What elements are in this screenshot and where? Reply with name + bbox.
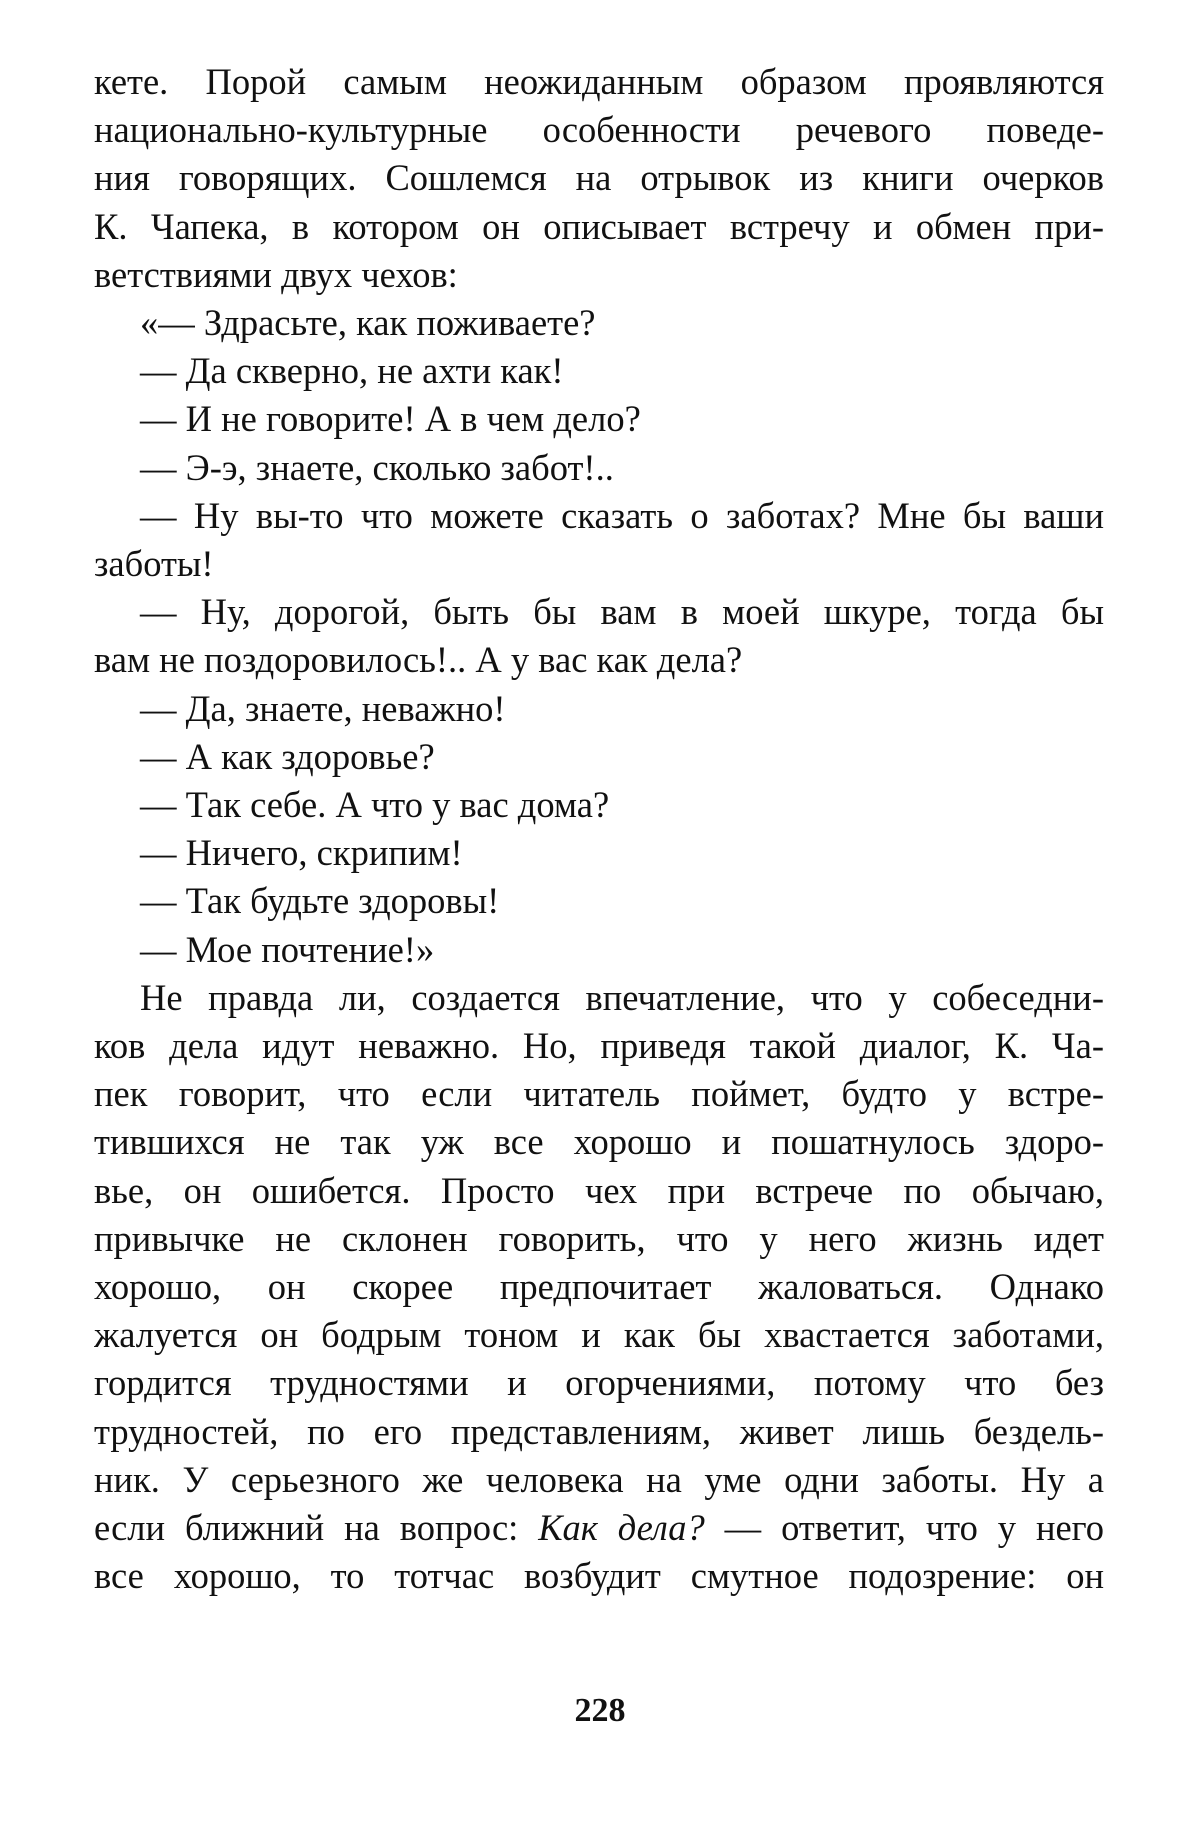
text-line: — Э-э, знаете, сколько забот!.. <box>140 446 614 488</box>
text-line-italic <box>94 1504 1104 1552</box>
text-line: национально-культурные особенности речевого поведе- <box>94 109 1104 151</box>
text-line: ков дела идут неважно. Но, приведя такой диалог, К. Ча- <box>94 1025 1104 1067</box>
text-line: — А как здоровье? <box>140 735 435 777</box>
italic-phrase: Как дела? <box>538 1507 705 1549</box>
text-line: — Да, знаете, неважно! <box>140 687 506 729</box>
text-line: Не правда ли, создается впечатление, что у собеседни- <box>140 976 1104 1018</box>
text-line: трудностей, по его представлениям, живет лишь бездель- <box>94 1410 1104 1452</box>
text-line: вье, он ошибется. Просто чех при встрече по обычаю, <box>94 1169 1104 1211</box>
text-line: тившихся не так уж все хорошо и пошатнулось здоро- <box>94 1121 1104 1163</box>
text-line: кете. Порой самым неожиданным образом проявляются <box>94 61 1104 102</box>
text-line: — Ничего, скрипим! <box>140 832 463 874</box>
text-line: вам не поздоровилось!.. А у вас как дела? <box>94 639 743 681</box>
text-line: — Так себе. А что у вас дома? <box>140 784 610 826</box>
text-line: ния говорящих. Сошлемся на отрывок из книги очерков <box>94 157 1104 199</box>
text-line: жалуется он бодрым тоном и как бы хвастается заботами, <box>94 1314 1104 1356</box>
text-line: пек говорит, что если читатель поймет, будто у встре- <box>94 1073 1104 1115</box>
text-line: привычке не склонен говорить, что у него жизнь идет <box>94 1217 1104 1259</box>
text-line: хорошо, он скорее предпочитает жаловаться. Однако <box>94 1266 1104 1308</box>
text-line: — Ну вы-то что можете сказать о заботах? Мне бы ваши <box>140 494 1104 536</box>
text-line: К. Чапека, в котором он описывает встречу и обмен при- <box>94 205 1104 247</box>
text-line-italic-after: — ответит, что у него <box>704 1507 1104 1549</box>
text-line: ник. У серьезного же человека на уме одни заботы. Ну а <box>94 1458 1104 1500</box>
text-line: «— Здрасьте, как поживаете? <box>140 302 596 344</box>
page-number: 228 <box>574 1692 626 1729</box>
text-line-italic-before: если ближний на вопрос: <box>94 1507 539 1549</box>
text-block <box>94 58 1104 1504</box>
text-line: — Ну, дорогой, быть бы вам в моей шкуре, тогда бы <box>140 591 1104 633</box>
text-line-last: все хорошо, то тотчас возбудит смутное подозрение: он <box>94 1555 1104 1597</box>
text-line: — Мое почтение!» <box>140 928 435 970</box>
page-body <box>94 58 1104 1601</box>
text-line: — Так будьте здоровы! <box>140 880 500 922</box>
text-line: — И не говорите! А в чем дело? <box>140 398 641 440</box>
text-line: заботы! <box>94 543 214 585</box>
text-line: — Да скверно, не ахти как! <box>140 350 564 392</box>
text-line: ветствиями двух чехов: <box>94 253 458 295</box>
text-line: гордится трудностями и огорчениями, потому что без <box>94 1362 1104 1404</box>
